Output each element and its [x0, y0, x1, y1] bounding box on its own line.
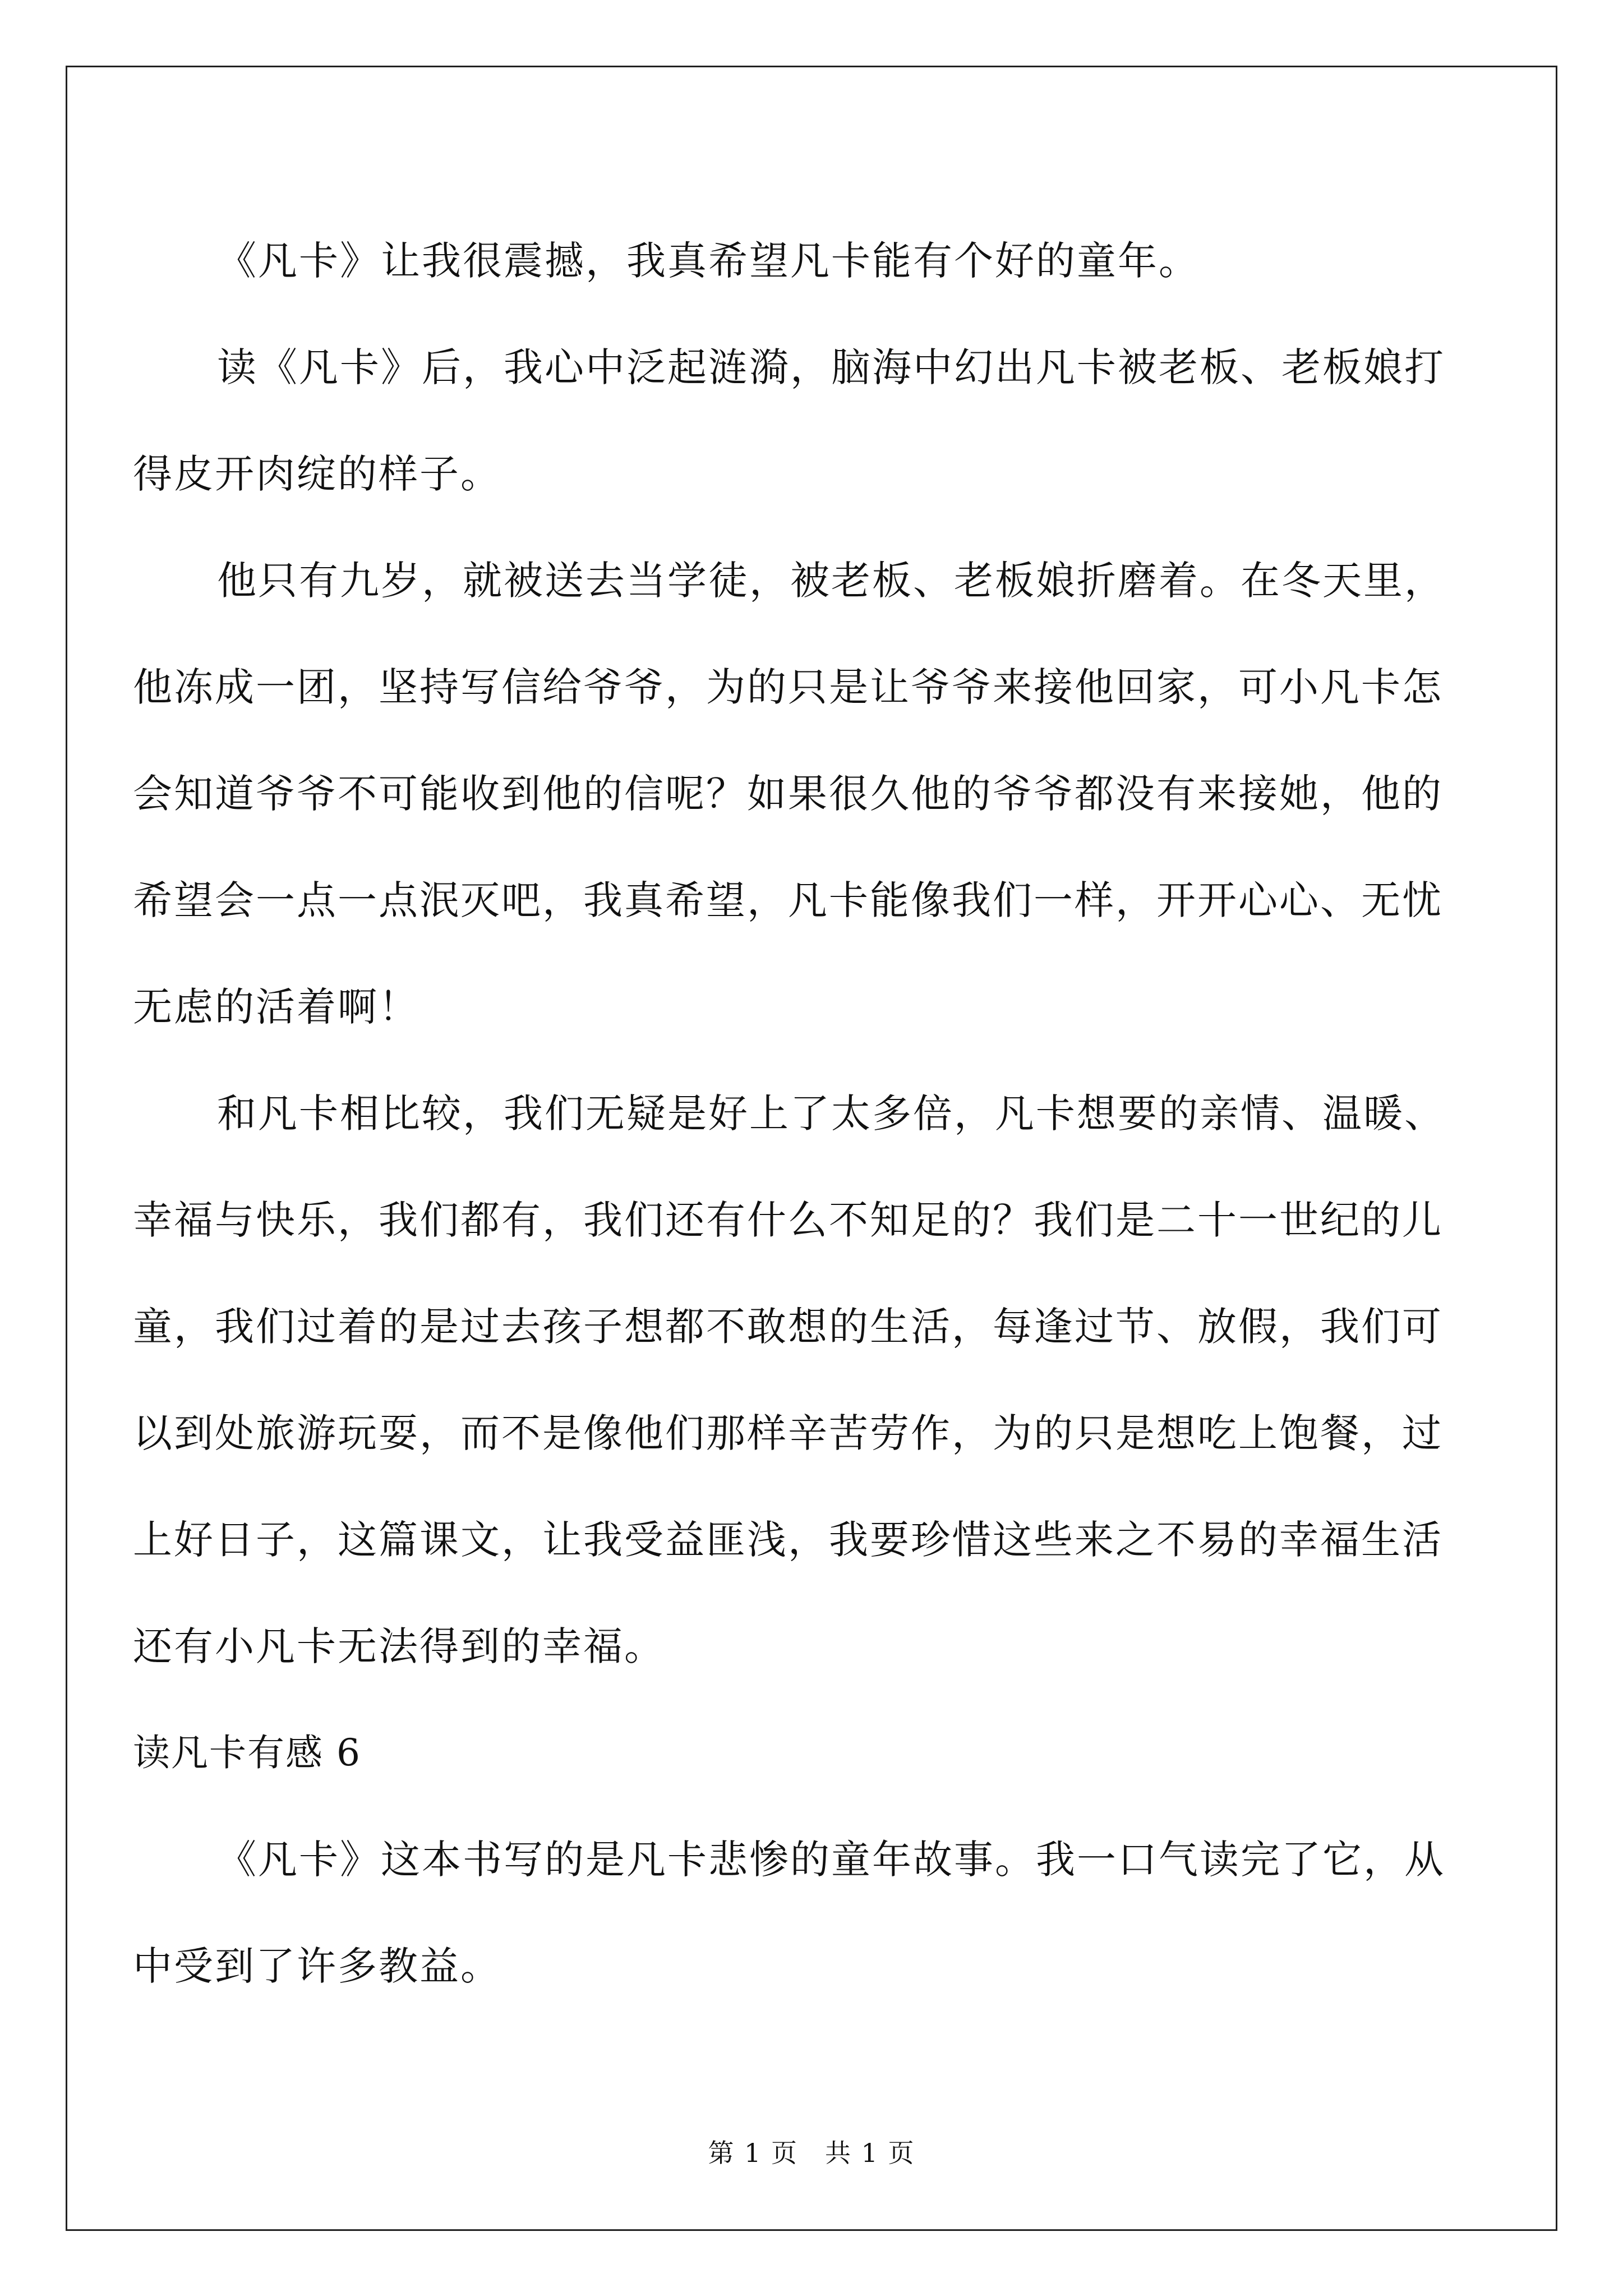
section-heading: 读凡卡有感 6	[133, 1731, 361, 1774]
page-number-footer: 第 1 页 共 1 页	[708, 2138, 915, 2168]
paragraph-1: 《凡卡》让我很震撼，我真希望凡卡能有个好的童年。	[217, 238, 1200, 284]
paragraph-3: 他只有九岁，就被送去当学徒，被老板、老板娘折磨着。在冬天里，他冻成一团，坚持写信给爷爷，为的只是让爷爷来接他回家，可小凡卡怎会知道爷爷不可能收到他的信呢？如果很久他的爷爷都没有来接她，他的希望会一点一点泯灭吧，我真希望，凡卡能像我们一样，开开心心、无忧无虑的活着啊！	[133, 558, 1445, 1030]
paragraph-2: 读《凡卡》后，我心中泛起涟漪，脑海中幻出凡卡被老板、老板娘打得皮开肉绽的样子。	[133, 344, 1445, 497]
paragraph-4: 和凡卡相比较，我们无疑是好上了太多倍，凡卡想要的亲情、温暖、幸福与快乐，我们都有，我们还有什么不知足的？我们是二十一世纪的儿童，我们过着的是过去孩子想都不敢想的生活，每逢过节、放假，我们可以到处旅游玩耍，而不是像他们那样辛苦劳作，为的只是想吃上饱餐，过上好日子，这篇课文，让我受益匪浅，我要珍惜这些来之不易的幸福生活还有小凡卡无法得到的幸福。	[133, 1091, 1445, 1669]
section-paragraph-1: 《凡卡》这本书写的是凡卡悲惨的童年故事。我一口气读完了它，从中受到了许多教益。	[133, 1837, 1445, 1989]
document-body	[133, 208, 1479, 2019]
